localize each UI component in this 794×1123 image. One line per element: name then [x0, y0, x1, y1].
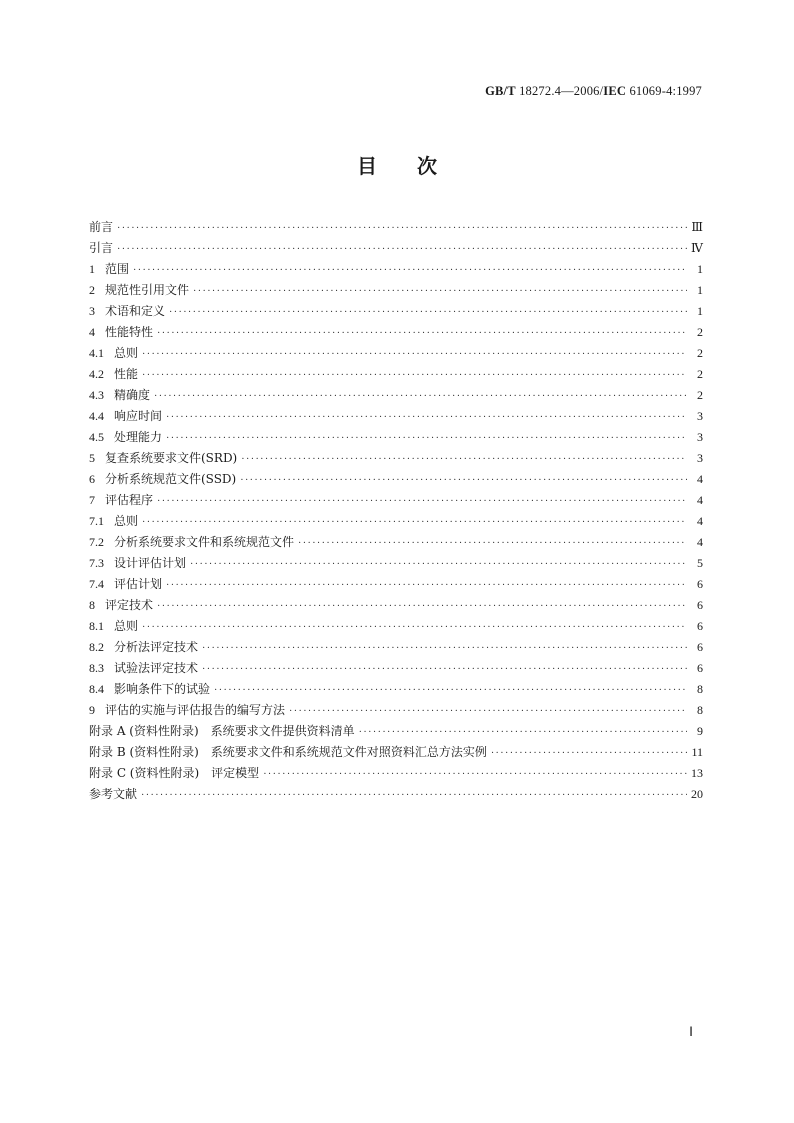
toc-entry[interactable]	[89, 490, 703, 511]
toc-entry-number: 4	[89, 325, 95, 339]
toc-entry-label: 术语和定义	[105, 304, 166, 318]
standard-number-header	[485, 84, 702, 99]
toc-entry[interactable]	[89, 280, 703, 301]
toc-entry-page: 6	[697, 661, 703, 675]
toc-leader-dots	[202, 638, 687, 659]
toc-leader-dots	[241, 449, 687, 470]
toc-leader-dots	[214, 680, 687, 701]
toc-entry-label: 性能特性	[105, 325, 154, 339]
toc-entry-number: 8.4	[89, 682, 104, 696]
toc-entry-page: 4	[697, 514, 703, 528]
toc-entry-number: 3	[89, 304, 95, 318]
toc-leader-dots	[154, 386, 687, 407]
toc-entry-number: 7.4	[89, 577, 104, 591]
toc-entry-number: 7.3	[89, 556, 104, 570]
toc-entry-page: Ⅳ	[691, 241, 703, 255]
toc-entry-label: 评估程序	[105, 493, 154, 507]
toc-entry-label: 参考文献	[89, 787, 138, 801]
toc-entry[interactable]	[89, 343, 703, 364]
iec-prefix: IEC	[603, 84, 627, 98]
toc-entry-number: 7	[89, 493, 95, 507]
toc-entry[interactable]	[89, 301, 703, 322]
toc-entry-page: 2	[697, 367, 703, 381]
iec-code: 61069-4:1997	[629, 84, 702, 98]
toc-entry-number: 8.2	[89, 640, 104, 654]
toc-entry[interactable]	[89, 427, 703, 448]
toc-leader-dots	[190, 554, 687, 575]
toc-entry[interactable]	[89, 322, 703, 343]
toc-leader-dots	[240, 470, 687, 491]
toc-entry-label: 试验法评定技术	[114, 661, 199, 675]
toc-entry-page: 6	[697, 640, 703, 654]
toc-leader-dots	[142, 344, 687, 365]
toc-entry-label: 分析系统规范文件(SSD)	[105, 472, 237, 486]
toc-entry-label: 前言	[89, 220, 114, 234]
toc-entry-number: 8	[89, 598, 95, 612]
toc-entry-label: 影响条件下的试验	[114, 682, 211, 696]
toc-leader-dots	[166, 428, 687, 449]
toc-entry-title	[89, 658, 202, 679]
toc-entry-title	[89, 721, 359, 742]
toc-entry-page: 3	[697, 409, 703, 423]
toc-entry-label: 附录 C (资料性附录) 评定模型	[89, 766, 260, 780]
toc-leader-dots	[298, 533, 687, 554]
toc-entry-title	[89, 616, 142, 637]
toc-entry-title	[89, 700, 289, 721]
toc-entry[interactable]	[89, 658, 703, 679]
toc-entry-number: 4.4	[89, 409, 104, 423]
toc-entry-number: 6	[89, 472, 95, 486]
toc-entry-label: 设计评估计划	[114, 556, 187, 570]
toc-entry[interactable]	[89, 406, 703, 427]
toc-leader-dots	[166, 407, 687, 428]
toc-entry[interactable]	[89, 679, 703, 700]
toc-entry-page: 4	[697, 535, 703, 549]
toc-leader-dots	[117, 218, 687, 239]
toc-leader-dots	[157, 596, 687, 617]
toc-entry-label: 总则	[114, 619, 139, 633]
toc-entry[interactable]	[89, 553, 703, 574]
toc-leader-dots	[157, 323, 687, 344]
toc-entry-label: 总则	[114, 346, 139, 360]
toc-entry-label: 引言	[89, 241, 114, 255]
toc-entry-title	[89, 448, 241, 469]
toc-entry-title	[89, 406, 166, 427]
toc-entry-title	[89, 574, 166, 595]
toc-entry[interactable]	[89, 448, 703, 469]
toc-entry[interactable]	[89, 721, 703, 742]
toc-entry-title	[89, 238, 117, 259]
toc-entry-label: 精确度	[114, 388, 151, 402]
toc-entry-title	[89, 343, 142, 364]
toc-entry-number: 4.3	[89, 388, 104, 402]
standard-code: 18272.4—2006/	[519, 84, 604, 98]
toc-entry-label: 总则	[114, 514, 139, 528]
toc-entry-page: 2	[697, 346, 703, 360]
toc-entry-title	[89, 259, 133, 280]
toc-entry[interactable]	[89, 217, 703, 238]
toc-entry-page: 8	[697, 682, 703, 696]
toc-entry-title	[89, 490, 157, 511]
toc-entry-page: 13	[691, 766, 703, 780]
toc-entry-page: 6	[697, 598, 703, 612]
toc-entry-page: 5	[697, 556, 703, 570]
toc-entry-number: 9	[89, 703, 95, 717]
toc-entry-page: 20	[691, 787, 703, 801]
toc-entry-page: 2	[697, 388, 703, 402]
toc-leader-dots	[142, 512, 687, 533]
page-title: 目次	[357, 154, 477, 178]
toc-entry-number: 8.3	[89, 661, 104, 675]
toc-entry[interactable]	[89, 763, 703, 784]
toc-entry[interactable]	[89, 511, 703, 532]
toc-entry[interactable]	[89, 364, 703, 385]
toc-entry-title	[89, 280, 193, 301]
toc-leader-dots	[166, 575, 687, 596]
toc-entry-title	[89, 679, 214, 700]
toc-leader-dots	[133, 260, 687, 281]
toc-leader-dots	[359, 722, 687, 743]
toc-entry[interactable]	[89, 469, 703, 490]
toc-leader-dots	[141, 785, 687, 806]
toc-leader-dots	[193, 281, 687, 302]
toc-entry[interactable]	[89, 385, 703, 406]
toc-entry-page: 6	[697, 577, 703, 591]
toc-entry-number: 7.2	[89, 535, 104, 549]
toc-entry-title	[89, 637, 202, 658]
toc-entry-number: 4.5	[89, 430, 104, 444]
toc-leader-dots	[169, 302, 687, 323]
toc-entry-label: 评估计划	[114, 577, 163, 591]
toc-entry-title	[89, 301, 169, 322]
toc-entry[interactable]	[89, 742, 703, 763]
toc-entry-title	[89, 763, 263, 784]
toc-entry[interactable]	[89, 532, 703, 553]
toc-leader-dots	[142, 617, 687, 638]
toc-entry-label: 范围	[105, 262, 130, 276]
toc-entry-title	[89, 217, 117, 238]
toc-entry-label: 复查系统要求文件(SRD)	[105, 451, 238, 465]
table-of-contents	[89, 217, 703, 805]
toc-entry-page: 3	[697, 451, 703, 465]
toc-entry-page: 1	[697, 304, 703, 318]
toc-entry-number: 4.1	[89, 346, 104, 360]
toc-entry-number: 2	[89, 283, 95, 297]
toc-leader-dots	[157, 491, 687, 512]
toc-entry-page: 3	[697, 430, 703, 444]
toc-entry-page: 9	[697, 724, 703, 738]
toc-entry-label: 响应时间	[114, 409, 163, 423]
toc-entry-label: 处理能力	[114, 430, 163, 444]
toc-entry[interactable]	[89, 700, 703, 721]
toc-entry-page: 1	[697, 283, 703, 297]
toc-entry-title	[89, 427, 166, 448]
toc-leader-dots	[142, 365, 687, 386]
toc-entry[interactable]	[89, 595, 703, 616]
toc-entry-title	[89, 322, 157, 343]
toc-entry-title	[89, 595, 157, 616]
toc-leader-dots	[202, 659, 687, 680]
toc-entry-title	[89, 553, 190, 574]
toc-leader-dots	[289, 701, 687, 722]
toc-entry[interactable]	[89, 259, 703, 280]
toc-entry[interactable]	[89, 574, 703, 595]
toc-entry-page: 8	[697, 703, 703, 717]
toc-entry-page: 11	[691, 745, 703, 759]
toc-entry-label: 评定技术	[105, 598, 154, 612]
toc-entry-title	[89, 742, 491, 763]
toc-leader-dots	[263, 764, 687, 785]
toc-entry-number: 8.1	[89, 619, 104, 633]
toc-entry-title	[89, 364, 142, 385]
toc-entry-label: 分析系统要求文件和系统规范文件	[114, 535, 295, 549]
toc-entry-label: 规范性引用文件	[105, 283, 190, 297]
toc-entry-label: 分析法评定技术	[114, 640, 199, 654]
toc-entry[interactable]	[89, 238, 703, 259]
toc-entry-title	[89, 511, 142, 532]
toc-entry[interactable]	[89, 784, 703, 805]
toc-entry-number: 5	[89, 451, 95, 465]
toc-entry[interactable]	[89, 637, 703, 658]
toc-entry-page: 2	[697, 325, 703, 339]
toc-entry-label: 附录 A (资料性附录) 系统要求文件提供资料清单	[89, 724, 355, 738]
toc-entry-title	[89, 469, 240, 490]
toc-leader-dots	[491, 743, 687, 764]
toc-entry-number: 1	[89, 262, 95, 276]
toc-entry-page: 4	[697, 493, 703, 507]
standard-prefix: GB/T	[485, 84, 516, 98]
toc-entry-number: 4.2	[89, 367, 104, 381]
toc-entry-number: 7.1	[89, 514, 104, 528]
toc-entry-label: 性能	[114, 367, 139, 381]
page-number: Ⅰ	[689, 1024, 693, 1039]
toc-leader-dots	[117, 239, 687, 260]
toc-entry-page: Ⅲ	[691, 220, 703, 234]
toc-entry[interactable]	[89, 616, 703, 637]
toc-entry-page: 6	[697, 619, 703, 633]
toc-entry-title	[89, 532, 298, 553]
toc-entry-title	[89, 385, 154, 406]
toc-entry-page: 1	[697, 262, 703, 276]
toc-entry-label: 评估的实施与评估报告的编写方法	[105, 703, 286, 717]
toc-entry-label: 附录 B (资料性附录) 系统要求文件和系统规范文件对照资料汇总方法实例	[89, 745, 487, 759]
toc-entry-title	[89, 784, 141, 805]
toc-entry-page: 4	[697, 472, 703, 486]
